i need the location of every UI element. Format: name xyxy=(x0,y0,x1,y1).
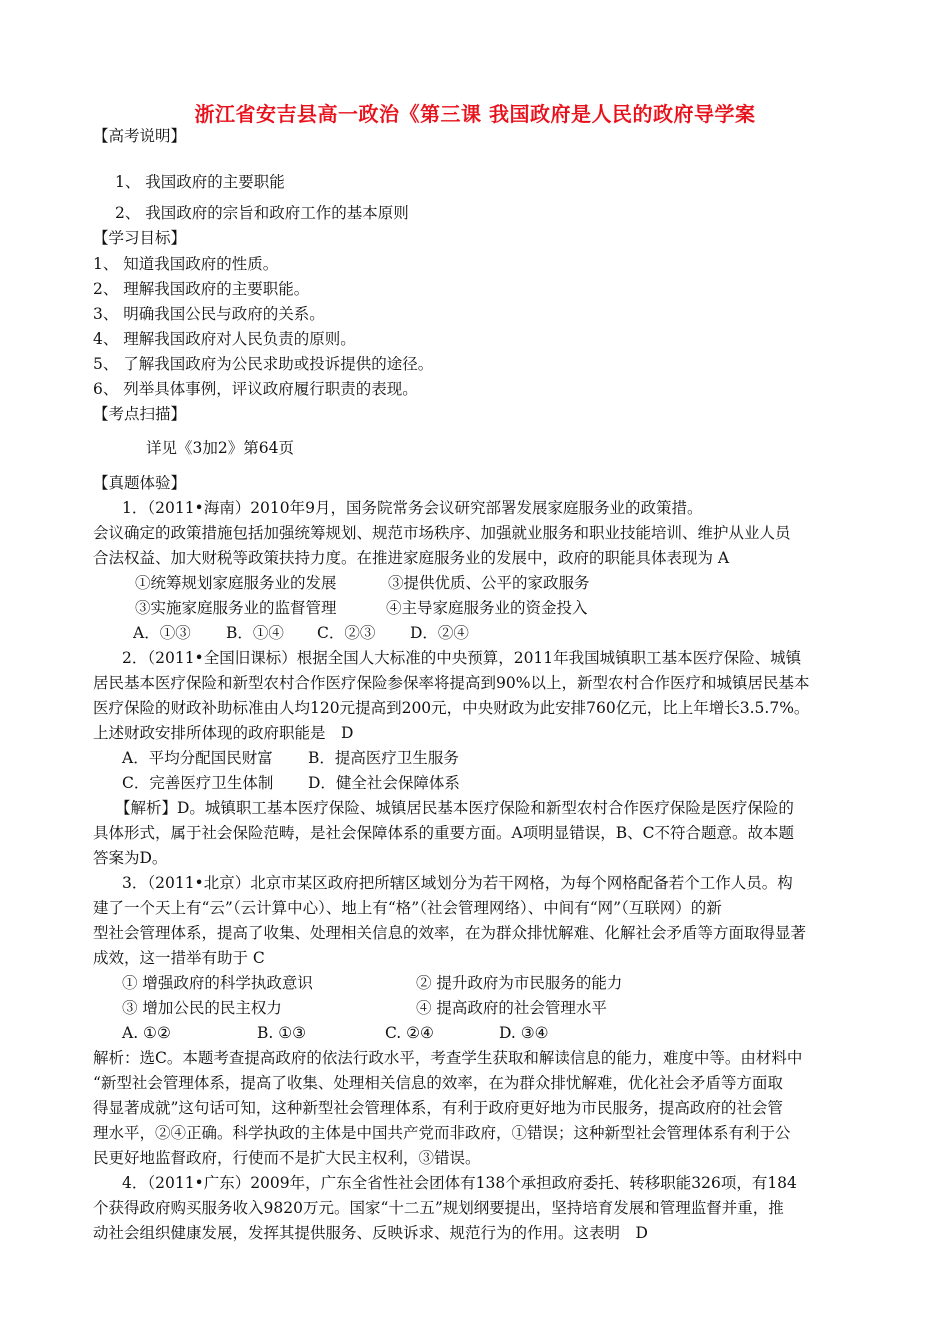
q3-option: ① 增强政府的科学执政意识 xyxy=(122,974,313,992)
section-kaodian-heading: 【考点扫描】 xyxy=(93,405,187,423)
q2-line: 2．（2011•全国旧课标）根据全国人大标准的中央预算，2011年我国城镇职工基本医疗保险、城镇 xyxy=(122,649,802,667)
q2-line: 医疗保险的财政补助标准由人均120元提高到200元，中央财政为此安排760亿元，比上年增长3.5.7%。 xyxy=(93,699,810,717)
q2-analysis: 具体形式，属于社会保险范畴，是社会保障体系的重要方面。A项明显错误，B、C不符合题意。故本题 xyxy=(93,824,794,842)
q1-option: ③提供优质、公平的家政服务 xyxy=(388,574,590,592)
q2-option: B．提高医疗卫生服务 xyxy=(308,749,459,767)
q1-line: 会议确定的政策措施包括加强统筹规划、规范市场秩序、加强就业服务和职业技能培训、维护从业人员 xyxy=(93,524,791,542)
q3-analysis: 民更好地监督政府，行使而不是扩大民主权利，③错误。 xyxy=(93,1149,481,1167)
q3-line: 3．（2011•北京）北京市某区政府把所辖区域划分为若干网格，为每个网格配备若个工作人员。构 xyxy=(122,874,793,892)
q2-line: 上述财政安排所体现的政府职能是 D xyxy=(93,724,354,742)
q3-choice: C. ②④ xyxy=(385,1024,434,1042)
kaodian-text: 详见《3加2》第64页 xyxy=(146,439,294,457)
q3-choice: B. ①③ xyxy=(257,1024,307,1042)
q1-option: ①统筹规划家庭服务业的发展 xyxy=(135,574,337,592)
q2-option: A．平均分配国民财富 xyxy=(122,749,273,767)
q4-line: 4．（2011•广东）2009年，广东全省性社会团体有138个承担政府委托、转移职能326项，有184 xyxy=(122,1174,797,1192)
gaokao-item: 2、 我国政府的宗旨和政府工作的基本原则 xyxy=(115,204,409,222)
q3-option: ② 提升政府为市民服务的能力 xyxy=(416,974,623,992)
q1-choice: B．①④ xyxy=(226,624,284,642)
q3-choice: D. ③④ xyxy=(499,1024,549,1042)
goal-item: 1、 知道我国政府的性质。 xyxy=(93,255,279,273)
goal-item: 2、 理解我国政府的主要职能。 xyxy=(93,280,310,298)
q3-analysis: 理水平，②④正确。科学执政的主体是中国共产党而非政府，①错误；这种新型社会管理体系有利于公 xyxy=(93,1124,791,1142)
q4-line: 个获得政府购买服务收入9820万元。国家“十二五”规划纲要提出，坚持培育发展和管理监督并重，推 xyxy=(93,1199,784,1217)
q3-choice: A. ①② xyxy=(122,1024,171,1042)
q3-analysis: 解析：选C。本题考查提高政府的依法行政水平，考查学生获取和解读信息的能力，难度中等。由材料中 xyxy=(93,1049,803,1067)
q1-choice: A．①③ xyxy=(133,624,191,642)
q4-line: 动社会组织健康发展，发挥其提供服务、反映诉求、规范行为的作用。这表明 D xyxy=(93,1224,648,1242)
goal-item: 3、 明确我国公民与政府的关系。 xyxy=(93,305,325,323)
section-zhenti-heading: 【真题体验】 xyxy=(93,474,187,492)
q2-option: C．完善医疗卫生体制 xyxy=(122,774,274,792)
section-gaokao-heading: 【高考说明】 xyxy=(93,127,187,145)
q1-choice: D．②④ xyxy=(410,624,469,642)
q3-analysis: 得显著成就”这句话可知，这种新型社会管理体系，有利于政府更好地为市民服务，提高政府的社会管 xyxy=(93,1099,783,1117)
q2-analysis: 答案为D。 xyxy=(93,849,168,867)
q3-line: 建了一个天上有“云”（云计算中心）、地上有“格”（社会管理网络）、中间有“网”（互联网）的新 xyxy=(93,899,722,917)
goal-item: 6、 列举具体事例，评议政府履行职责的表现。 xyxy=(93,380,418,398)
q3-line: 型社会管理体系，提高了收集、处理相关信息的效率，在为群众排忧解难、化解社会矛盾等方面取得显著 xyxy=(93,924,807,942)
q1-line: 合法权益、加大财税等政策扶持力度。在推进家庭服务业的发展中，政府的职能具体表现为 A xyxy=(93,549,730,567)
q1-option: ④主导家庭服务业的资金投入 xyxy=(386,599,588,617)
q1-choice: C．②③ xyxy=(317,624,376,642)
q1-line: 1．（2011•海南）2010年9月，国务院常务会议研究部署发展家庭服务业的政策措。 xyxy=(122,499,703,517)
goal-item: 4、 理解我国政府对人民负责的原则。 xyxy=(93,330,356,348)
q3-line: 成效，这一措举有助于 C xyxy=(93,949,265,967)
goal-item: 5、 了解我国政府为公民求助或投诉提供的途径。 xyxy=(93,355,434,373)
gaokao-item: 1、 我国政府的主要职能 xyxy=(115,173,285,191)
q2-option: D．健全社会保障体系 xyxy=(308,774,460,792)
q2-line: 居民基本医疗保险和新型农村合作医疗保险参保率将提高到90%以上，新型农村合作医疗和城镇居民基本 xyxy=(93,674,810,692)
q3-analysis: “新型社会管理体系，提高了收集、处理相关信息的效率，在为群众排忧解难，优化社会矛盾等方面取 xyxy=(93,1074,783,1092)
page-title: 浙江省安吉县高一政治《第三课 我国政府是人民的政府导学案 xyxy=(194,102,756,126)
section-goals-heading: 【学习目标】 xyxy=(93,229,187,247)
q3-option: ④ 提高政府的社会管理水平 xyxy=(416,999,607,1017)
q3-option: ③ 增加公民的民主权力 xyxy=(122,999,282,1017)
q1-option: ③实施家庭服务业的监督管理 xyxy=(135,599,337,617)
q2-analysis: 【解析】D。城镇职工基本医疗保险、城镇居民基本医疗保险和新型农村合作医疗保险是医疗保险的 xyxy=(115,799,794,817)
